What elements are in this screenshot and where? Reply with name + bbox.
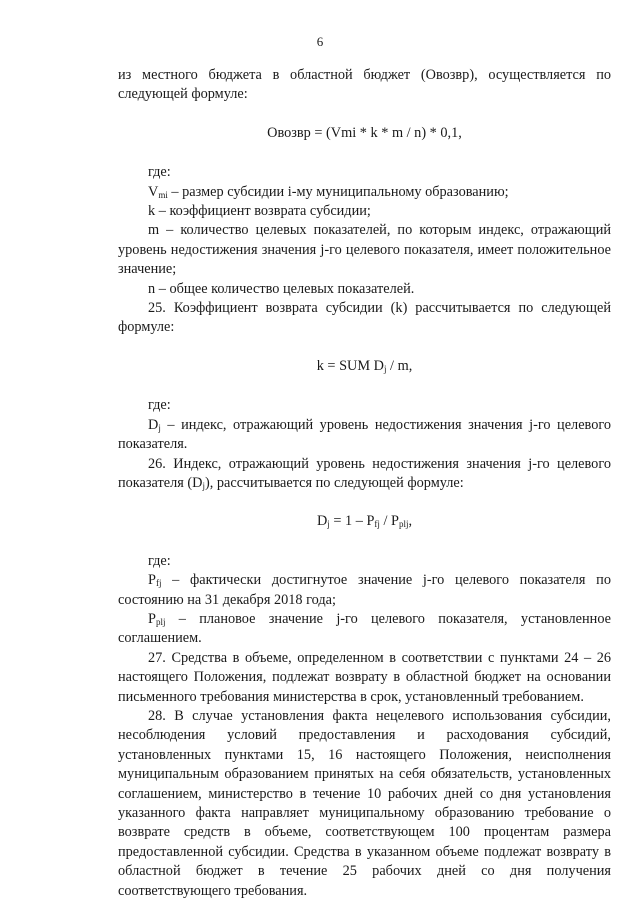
formula-index xyxy=(118,512,611,531)
dj-text: – индекс, отражающий уровень недостижения значения j-го целевого показателя. xyxy=(118,416,611,453)
page-number: 6 xyxy=(316,34,324,49)
pplj-symbol: P xyxy=(148,610,156,627)
item26-subscript: j xyxy=(202,480,205,491)
formula-return-amount: Oвозвр = (Vmi * k * m / n) * 0,1, xyxy=(267,124,462,141)
where-label-3: где: xyxy=(148,552,171,569)
document-body xyxy=(118,66,611,901)
formula2-part-a: k = SUM D xyxy=(316,357,384,374)
vmi-subscript: mi xyxy=(158,189,168,200)
formula3-part-b: = 1 – P xyxy=(329,513,375,530)
definition-dj xyxy=(118,416,611,455)
formula2-part-b: / m, xyxy=(386,357,413,374)
formula3-subscript-3: plj xyxy=(398,519,409,530)
paragraph-28: 28. В случае установления факта нецелевого использования субсидии, несоблюдения условий предоставления и расходования субсидий, установленных пунктами 15, 16 настоящего Положения, неисполнения муниципальным образованием принятых на себя обязательств, установленных соглашением, министерство в течение 10 рабочих дней со дня установления указанного факта направляет муниципальному образованию требование о возврате средств в объеме, соответствующем 100 процентам размера предоставленной субсидии. Средства в указанном объеме подлежат возврату в областной бюджет в течение 25 рабочих дней со дня получения соответствующего требования. xyxy=(118,707,611,899)
formula3-part-a: D xyxy=(316,513,328,530)
definition-pplj xyxy=(118,610,611,649)
formula3-part-d: , xyxy=(408,513,413,530)
definition-k: k – коэффициент возврата субсидии; xyxy=(148,203,371,220)
where-label-2: где: xyxy=(148,397,171,414)
vmi-text: – размер субсидии i-му муниципальному образованию; xyxy=(167,183,509,200)
definition-m: m – количество целевых показателей, по которым индекс, отражающий уровень недостижения значения j-го целевого показателя, имеет положительное значение; xyxy=(118,222,611,278)
definition-vmi xyxy=(118,183,611,202)
formula2-subscript: j xyxy=(383,363,387,374)
paragraph-26 xyxy=(118,455,611,494)
item26-part-b: ), рассчитывается по следующей формуле: xyxy=(204,474,464,491)
pfj-subscript: fj xyxy=(155,578,162,589)
formula3-subscript-2: fj xyxy=(374,519,380,530)
item26-part-a: 26. Индекс, отражающий уровень недостижения значения j-го целевого показателя (D xyxy=(118,455,611,491)
dj-subscript: j xyxy=(158,422,161,433)
pfj-text: – фактически достигнутое значение j-го целевого показателя по состоянию на 31 декабря 2018 года; xyxy=(118,572,611,608)
pfj-symbol: P xyxy=(148,572,156,589)
paragraph-27: 27. Средства в объеме, определенном в соответствии с пунктами 24 – 26 настоящего Положения, подлежат возврату в областной бюджет на основании письменного требования министерства в срок, установленный требованием. xyxy=(118,649,611,705)
intro-paragraph: из местного бюджета в областной бюджет (Oвозвр), осуществляется по следующей формуле: xyxy=(118,67,611,103)
formula3-part-c: / P xyxy=(379,513,399,530)
definition-n: n – общее количество целевых показателей. xyxy=(148,280,415,297)
definition-pfj xyxy=(118,571,611,610)
pplj-text: – плановое значение j-го целевого показателя, установленное соглашением. xyxy=(118,610,611,647)
dj-symbol: D xyxy=(148,416,159,433)
pplj-subscript: plj xyxy=(155,616,166,627)
formula-coefficient xyxy=(118,357,611,376)
formula3-subscript-1: j xyxy=(327,519,330,530)
where-label-1: где: xyxy=(148,164,171,181)
paragraph-25: 25. Коэффициент возврата субсидии (k) рассчитывается по следующей формуле: xyxy=(118,300,611,336)
vmi-symbol: V xyxy=(148,183,159,200)
